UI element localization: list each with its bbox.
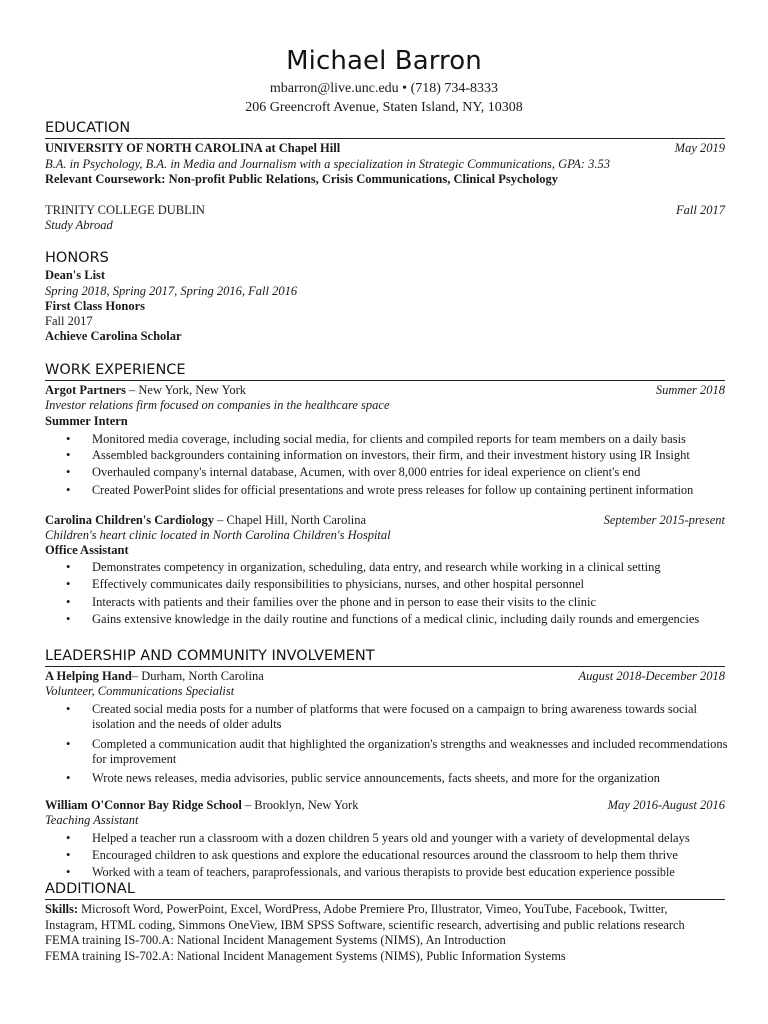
bullet-glyph: • (66, 483, 71, 497)
skills-line-1 (45, 902, 725, 917)
unc-coursework: Relevant Coursework: Non-profit Public Relations, Crisis Communications, Clinical Psychology (45, 172, 558, 186)
leadership-bullet: Created social media posts for a number of platforms that were focused on a campaign to bring awareness towards social isolation and the needs of older adults (92, 702, 698, 731)
honor-title: Achieve Carolina Scholar (45, 329, 182, 343)
tcd-school-name: TRINITY COLLEGE DUBLIN (45, 203, 205, 217)
tcd-date: Fall 2017 (676, 203, 725, 217)
bullet-glyph: • (66, 771, 71, 785)
job-org: Argot Partners (45, 383, 126, 397)
section-heading-honors: HONORS (45, 250, 109, 266)
leadership-role: Teaching Assistant (45, 813, 139, 827)
fema-training-2: FEMA training IS-702.A: National Incident Management Systems (NIMS), Public Information Systems (45, 949, 566, 963)
bullet-glyph: • (66, 432, 71, 446)
job-date: September 2015-present (603, 513, 725, 527)
leadership-header-row (45, 669, 725, 684)
leadership-date: May 2016-August 2016 (607, 798, 725, 812)
honor-title: Dean's List (45, 268, 106, 282)
contact-address: 206 Greencroft Avenue, Staten Island, NY, 10308 (245, 100, 523, 115)
job-bullet: Interacts with patients and their families over the phone and in person to ease their visits to the clinic (92, 595, 597, 609)
section-heading-education: EDUCATION (45, 120, 725, 139)
job-description: Investor relations firm focused on companies in the healthcare space (45, 398, 390, 412)
leadership-location: – Durham, North Carolina (131, 669, 264, 683)
bullet-glyph: • (66, 448, 71, 462)
tcd-school-row (45, 203, 725, 218)
leadership-bullet: Worked with a team of teachers, paraprofessionals, and various therapists to provide best education experience possible (92, 865, 675, 879)
leadership-role: Volunteer, Communications Specialist (45, 684, 235, 698)
bullet-glyph: • (66, 865, 71, 879)
job-date: Summer 2018 (655, 383, 725, 397)
leadership-bullet: Wrote news releases, media advisories, public service announcements, facts sheets, and more for the organization (92, 771, 660, 785)
leadership-header-row (45, 798, 725, 813)
job-bullet: Assembled backgrounders containing information on investors, their firm, and their investment history using IR Insight (92, 448, 690, 462)
job-header-row (45, 513, 725, 528)
skills-label: Skills: (45, 902, 79, 916)
job-bullet: Created PowerPoint slides for official presentations and wrote press releases for follow up containing pertinent information (92, 483, 694, 497)
section-heading-additional: ADDITIONAL (45, 881, 725, 900)
candidate-name: Michael Barron (286, 46, 482, 76)
tcd-detail: Study Abroad (45, 218, 113, 232)
unc-date: May 2019 (674, 141, 725, 155)
fema-training-1: FEMA training IS-700.A: National Incident Management Systems (NIMS), An Introduction (45, 933, 506, 947)
leadership-bullet: Encouraged children to ask questions and explore the educational resources around the classroom to help them thrive (92, 848, 678, 862)
job-bullet: Demonstrates competency in organization, scheduling, data entry, and research while working in a clinical setting (92, 560, 661, 574)
bullet-glyph: • (66, 560, 71, 574)
job-bullet: Gains extensive knowledge in the daily routine and functions of a medical clinic, including daily rounds and emergencies (92, 612, 700, 626)
bullet-glyph: • (66, 737, 71, 751)
unc-school-name: UNIVERSITY OF NORTH CAROLINA at Chapel Hill (45, 141, 341, 155)
leadership-org: William O'Connor Bay Ridge School (45, 798, 242, 812)
leadership-org: A Helping Hand (45, 669, 132, 683)
job-header-row (45, 383, 725, 398)
bullet-glyph: • (66, 612, 71, 626)
skills-text: Microsoft Word, PowerPoint, Excel, WordPress, Adobe Premiere Pro, Illustrator, Vimeo, YouTube, Facebook, Twitter, (78, 902, 668, 916)
skills-line-2: Instagram, HTML coding, Simmons OneView, IBM SPSS Software, scientific research, advertising and public relations research (45, 918, 685, 932)
leadership-location: – Brooklyn, New York (241, 798, 359, 812)
leadership-bullet: Completed a communication audit that highlighted the organization's strengths and weaknesses and included recommendations for improvement (92, 737, 728, 766)
job-location: – New York, New York (125, 383, 247, 397)
honor-detail: Spring 2018, Spring 2017, Spring 2016, Fall 2016 (45, 284, 298, 298)
job-role: Summer Intern (45, 414, 128, 428)
leadership-date: August 2018-December 2018 (578, 669, 725, 683)
bullet-glyph: • (66, 702, 71, 716)
job-bullet: Overhauled company's internal database, Acumen, with over 8,000 entries for ideal experience on client's end (92, 465, 641, 479)
bullet-glyph: • (66, 848, 71, 862)
unc-degree: B.A. in Psychology, B.A. in Media and Journalism with a specialization in Strategic Communications, GPA: 3.53 (45, 157, 610, 171)
leadership-bullet: Helped a teacher run a classroom with a dozen children 5 years old and younger with a variety of developmental delays (92, 831, 690, 845)
job-description: Children's heart clinic located in North Carolina Children's Hospital (45, 528, 391, 542)
job-bullet: Monitored media coverage, including social media, for clients and compiled reports for team members on a daily basis (92, 432, 686, 446)
bullet-glyph: • (66, 595, 71, 609)
job-bullet: Effectively communicates daily responsibilities to physicians, nurses, and other hospital personnel (92, 577, 585, 591)
unc-school-row (45, 141, 725, 156)
section-heading-leadership: LEADERSHIP AND COMMUNITY INVOLVEMENT (45, 648, 725, 667)
section-heading-work-experience: WORK EXPERIENCE (45, 362, 725, 381)
job-org: Carolina Children's Cardiology (45, 513, 215, 527)
honor-title: First Class Honors (45, 299, 145, 313)
contact-email-phone: mbarron@live.unc.edu • (718) 734-8333 (269, 81, 499, 96)
job-role: Office Assistant (45, 543, 129, 557)
bullet-glyph: • (66, 831, 71, 845)
job-location: – Chapel Hill, North Carolina (214, 513, 367, 527)
bullet-glyph: • (66, 465, 71, 479)
honor-detail: Fall 2017 (45, 314, 93, 328)
bullet-glyph: • (66, 577, 71, 591)
